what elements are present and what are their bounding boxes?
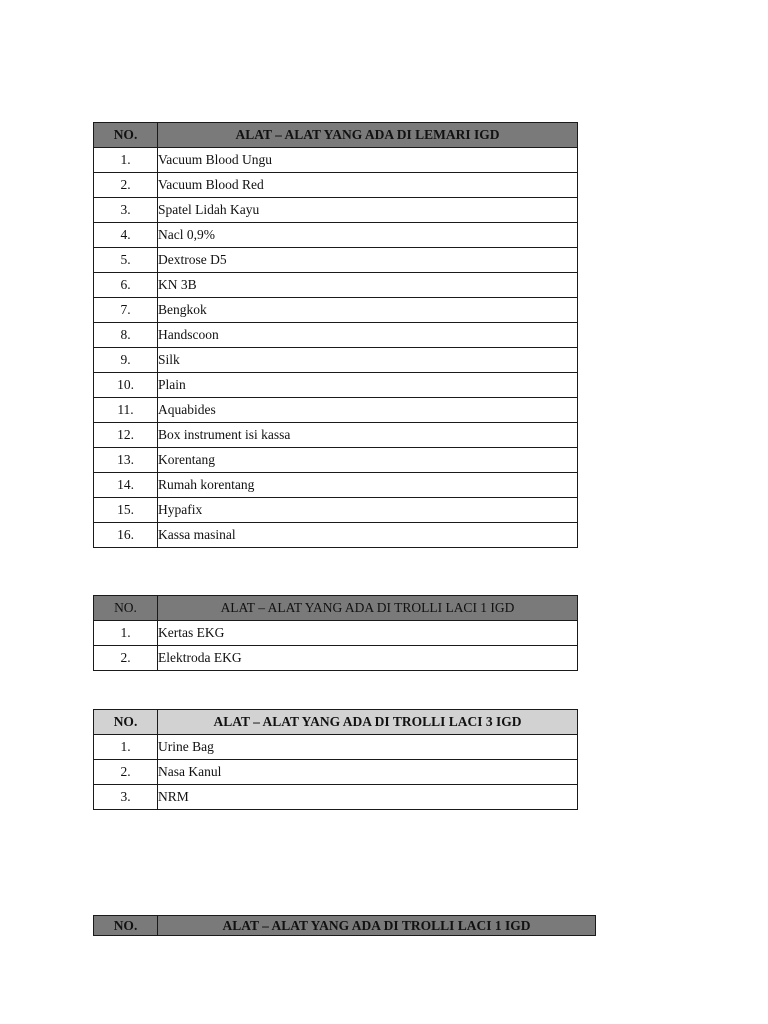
table-row	[94, 646, 578, 671]
row-number: 11.	[94, 398, 158, 423]
table-lemari-igd	[93, 122, 578, 548]
row-item: Nacl 0,9%	[158, 223, 578, 248]
row-item: Silk	[158, 348, 578, 373]
row-item: Plain	[158, 373, 578, 398]
row-number: 9.	[94, 348, 158, 373]
table-row	[94, 148, 578, 173]
row-item: NRM	[158, 785, 578, 810]
row-number: 10.	[94, 373, 158, 398]
table-body	[94, 735, 578, 810]
table-row	[94, 398, 578, 423]
row-number: 1.	[94, 735, 158, 760]
row-item: Handscoon	[158, 323, 578, 348]
table-row	[94, 173, 578, 198]
table-row	[94, 785, 578, 810]
row-number: 3.	[94, 198, 158, 223]
row-item: Aquabides	[158, 398, 578, 423]
table-trolli-laci-1-igd	[93, 595, 578, 671]
row-number: 16.	[94, 523, 158, 548]
row-item: Bengkok	[158, 298, 578, 323]
header-no: NO.	[94, 596, 158, 621]
header-title: ALAT – ALAT YANG ADA DI TROLLI LACI 3 IGD	[158, 710, 578, 735]
row-number: 7.	[94, 298, 158, 323]
row-number: 12.	[94, 423, 158, 448]
table-body	[94, 148, 578, 548]
row-item: Box instrument isi kassa	[158, 423, 578, 448]
table-row	[94, 373, 578, 398]
row-item: Spatel Lidah Kayu	[158, 198, 578, 223]
table-row	[94, 523, 578, 548]
row-item: Vacuum Blood Red	[158, 173, 578, 198]
header-title: ALAT – ALAT YANG ADA DI LEMARI IGD	[158, 123, 578, 148]
row-number: 3.	[94, 785, 158, 810]
table-row	[94, 423, 578, 448]
table-header-row	[94, 123, 578, 148]
table-row	[94, 498, 578, 523]
row-item: Kertas EKG	[158, 621, 578, 646]
row-number: 6.	[94, 273, 158, 298]
table-body	[94, 621, 578, 671]
table-row	[94, 248, 578, 273]
row-number: 4.	[94, 223, 158, 248]
header-title: ALAT – ALAT YANG ADA DI TROLLI LACI 1 IGD	[158, 596, 578, 621]
table-header-row	[94, 710, 578, 735]
row-item: Dextrose D5	[158, 248, 578, 273]
row-item: Hypafix	[158, 498, 578, 523]
row-number: 8.	[94, 323, 158, 348]
row-number: 2.	[94, 760, 158, 785]
table-row	[94, 273, 578, 298]
row-item: Kassa masinal	[158, 523, 578, 548]
table-row	[94, 735, 578, 760]
row-item: Rumah korentang	[158, 473, 578, 498]
table-trolli-laci-1-igd-second	[93, 915, 596, 936]
row-number: 2.	[94, 646, 158, 671]
table-header-row	[94, 916, 596, 936]
row-number: 1.	[94, 148, 158, 173]
table-row	[94, 760, 578, 785]
table-trolli-laci-3-igd	[93, 709, 578, 810]
row-number: 13.	[94, 448, 158, 473]
row-number: 2.	[94, 173, 158, 198]
row-number: 1.	[94, 621, 158, 646]
row-number: 14.	[94, 473, 158, 498]
table-row	[94, 298, 578, 323]
header-no: NO.	[94, 123, 158, 148]
header-no: NO.	[94, 710, 158, 735]
row-item: Elektroda EKG	[158, 646, 578, 671]
header-no: NO.	[94, 916, 158, 936]
table-row	[94, 348, 578, 373]
table-header-row	[94, 596, 578, 621]
table-row	[94, 621, 578, 646]
row-number: 5.	[94, 248, 158, 273]
table-row	[94, 198, 578, 223]
table-row	[94, 473, 578, 498]
row-number: 15.	[94, 498, 158, 523]
table-row	[94, 323, 578, 348]
row-item: Urine Bag	[158, 735, 578, 760]
row-item: Vacuum Blood Ungu	[158, 148, 578, 173]
table-row	[94, 448, 578, 473]
row-item: Korentang	[158, 448, 578, 473]
table-row	[94, 223, 578, 248]
header-title: ALAT – ALAT YANG ADA DI TROLLI LACI 1 IGD	[158, 916, 596, 936]
row-item: Nasa Kanul	[158, 760, 578, 785]
row-item: KN 3B	[158, 273, 578, 298]
